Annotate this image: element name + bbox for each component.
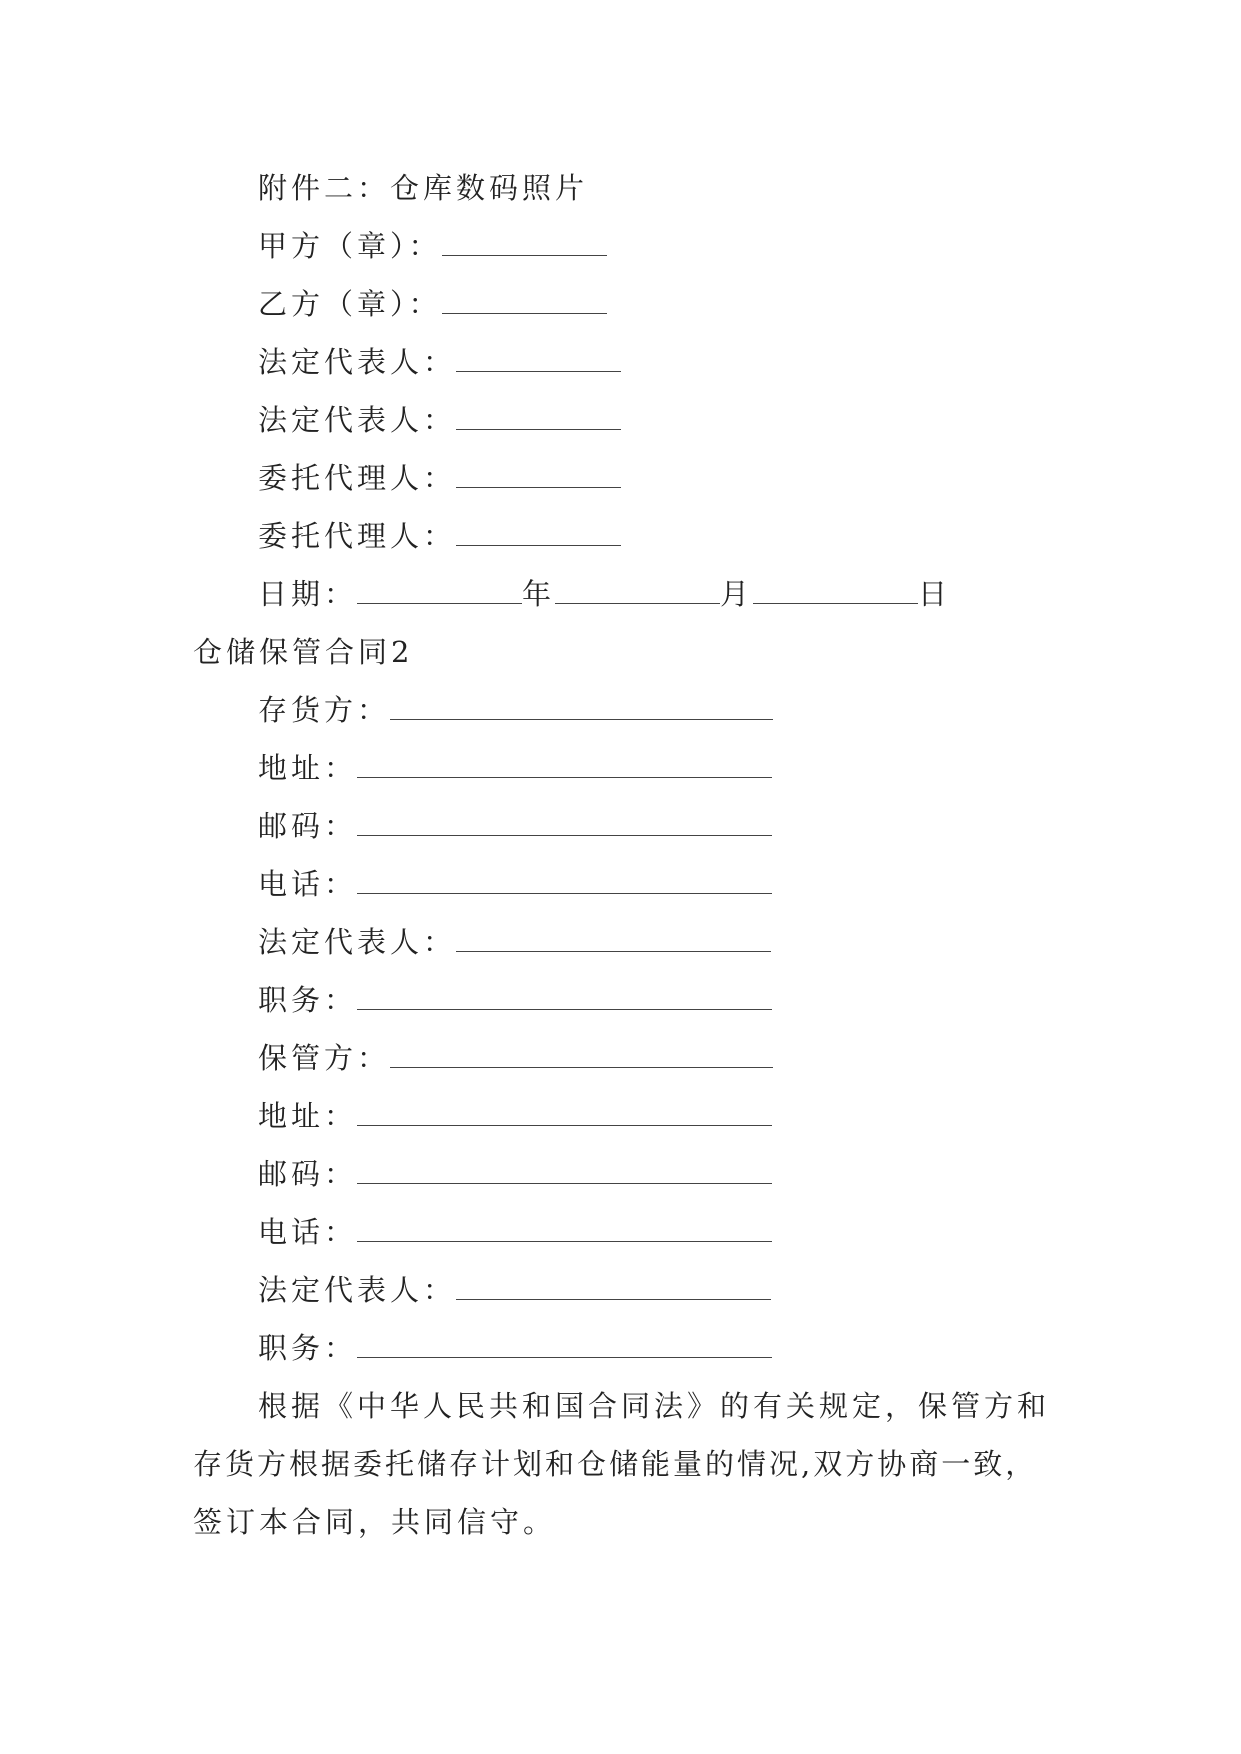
depositor-postcode-label: 邮码： [258, 809, 358, 843]
depositor-address-blank[interactable] [357, 753, 772, 778]
custodian-position-blank[interactable] [357, 1333, 772, 1358]
year-label: 年 [522, 577, 556, 611]
month-label: 月 [720, 577, 754, 611]
legal-rep-row-1 [258, 342, 621, 382]
custodian-phone-blank[interactable] [357, 1217, 772, 1242]
month-blank[interactable] [555, 579, 720, 604]
party-a-label: 甲方（章）： [258, 229, 442, 263]
custodian-legal-rep-blank[interactable] [456, 1275, 771, 1300]
custodian-address-row [258, 1096, 772, 1136]
depositor-postcode-row [258, 806, 772, 846]
depositor-address-label: 地址： [258, 751, 358, 785]
party-b-label: 乙方（章）： [258, 287, 442, 321]
legal-rep-label-2: 法定代表人： [258, 403, 457, 437]
party-b-blank[interactable] [442, 289, 607, 314]
depositor-blank[interactable] [390, 695, 773, 720]
depositor-label: 存货方： [258, 693, 391, 727]
depositor-phone-row [258, 864, 772, 904]
body-line-2: 存货方根据委托储存计划和仓储能量的情况,双方协商一致， [193, 1447, 1038, 1481]
custodian-label: 保管方： [258, 1041, 391, 1075]
agent-row-2 [258, 516, 621, 556]
custodian-address-blank[interactable] [357, 1101, 772, 1126]
legal-rep-label-1: 法定代表人： [258, 345, 457, 379]
custodian-address-label: 地址： [258, 1099, 358, 1133]
depositor-legal-rep-row [258, 922, 771, 962]
custodian-position-row [258, 1328, 772, 1368]
custodian-phone-label: 电话： [258, 1215, 358, 1249]
agent-blank-1[interactable] [456, 463, 621, 488]
custodian-legal-rep-label: 法定代表人： [258, 1273, 457, 1307]
custodian-postcode-label: 邮码： [258, 1157, 358, 1191]
body-line-3: 签订本合同，共同信守。 [193, 1505, 557, 1539]
depositor-phone-label: 电话： [258, 867, 358, 901]
depositor-phone-blank[interactable] [357, 869, 772, 894]
depositor-legal-rep-blank[interactable] [456, 927, 771, 952]
legal-rep-blank-1[interactable] [456, 347, 621, 372]
party-b-row [258, 284, 607, 324]
custodian-blank[interactable] [390, 1043, 773, 1068]
custodian-phone-row [258, 1212, 772, 1252]
party-a-row [258, 226, 607, 266]
legal-rep-row-2 [258, 400, 621, 440]
depositor-position-label: 职务： [258, 983, 358, 1017]
custodian-postcode-row [258, 1154, 772, 1194]
date-row [258, 574, 951, 614]
legal-rep-blank-2[interactable] [456, 405, 621, 430]
day-blank[interactable] [753, 579, 918, 604]
custodian-position-label: 职务： [258, 1331, 358, 1365]
depositor-postcode-blank[interactable] [357, 811, 772, 836]
custodian-row [258, 1038, 773, 1078]
depositor-address-row [258, 748, 772, 788]
agent-row-1 [258, 458, 621, 498]
depositor-position-blank[interactable] [357, 985, 772, 1010]
custodian-legal-rep-row [258, 1270, 771, 1310]
day-label: 日 [918, 577, 952, 611]
agent-label-2: 委托代理人： [258, 519, 457, 553]
depositor-row [258, 690, 773, 730]
date-label: 日期： [258, 577, 358, 611]
agent-blank-2[interactable] [456, 521, 621, 546]
body-line-1: 根据《中华人民共和国合同法》的有关规定，保管方和 [258, 1389, 1051, 1423]
contract-title: 仓储保管合同2 [193, 635, 414, 669]
party-a-blank[interactable] [442, 231, 607, 256]
custodian-postcode-blank[interactable] [357, 1159, 772, 1184]
year-blank[interactable] [357, 579, 522, 604]
depositor-legal-rep-label: 法定代表人： [258, 925, 457, 959]
attachment-line: 附件二：仓库数码照片 [258, 171, 589, 205]
depositor-position-row [258, 980, 772, 1020]
agent-label-1: 委托代理人： [258, 461, 457, 495]
